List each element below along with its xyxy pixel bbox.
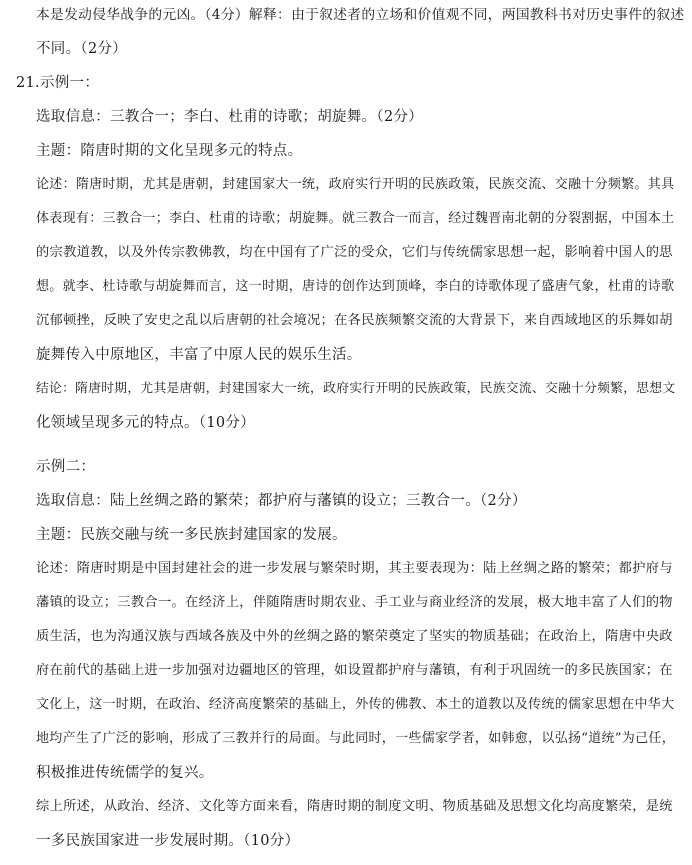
text-line: 论述：隋唐时期，尤其是唐朝，封建国家大一统，政府实行开明的民族政策，民族交流、交融十分频繁。其具: [36, 177, 675, 192]
text-line: 地均产生了广泛的影响，形成了三教并行的局面。与此同时，一些儒家学者，如韩愈，以弘扬“道统”为己任，: [36, 731, 675, 746]
text-line: 结论：隋唐时期，尤其是唐朝，封建国家大一统，政府实行开明的民族政策，民族交流、交融十分频繁，思想文: [36, 381, 676, 396]
text-line: 质生活，也为沟通汉族与西域各族及中外的丝绸之路的繁荣奠定了坚实的物质基础；在政治上，隋唐中央政: [36, 629, 673, 644]
text-line: 论述：隋唐时期是中国封建社会的进一步发展与繁荣时期，其主要表现为：陆上丝绸之路的繁荣；都护府与: [36, 561, 673, 576]
text-line: 想。就李、杜诗歌与胡旋舞而言，这一时期，唐诗的创作达到顶峰，李白的诗歌体现了盛唐气象，杜甫的诗歌: [36, 279, 675, 294]
text-line: 府在前代的基础上进一步加强对边疆地区的管理，如设置都护府与藩镇，有利于巩固统一的多民族国家；在: [36, 663, 673, 678]
text-line: 藩镇的设立；三教合一。在经济上，伴随隋唐时期农业、手工业与商业经济的发展，极大地丰富了人们的物: [36, 595, 673, 610]
text-line: 选取信息：三教合一；李白、杜甫的诗歌；胡旋舞。（2分）: [36, 109, 424, 125]
text-line: 本是发动侵华战争的元凶。（4分）解释：由于叙述者的立场和价值观不同，两国教科书对历史事件的叙述: [36, 7, 685, 23]
question-number-line: 21.示例一：: [16, 75, 100, 91]
text-line: 不同。（2分）: [36, 41, 128, 57]
text-line: 沉郁顿挫，反映了安史之乱以后唐朝的社会境况；在各民族频繁交流的大背景下，来自西域地区的乐舞如胡: [36, 313, 673, 328]
text-line: 主题：民族交融与统一多民族封建国家的发展。: [36, 527, 347, 543]
text-line: 综上所述，从政治、经济、文化等方面来看，隋唐时期的制度文明、物质基础及思想文化均高度繁荣，是统: [36, 799, 673, 814]
example-heading: 示例二：: [36, 459, 96, 475]
text-line: 主题：隋唐时期的文化呈现多元的特点。: [36, 143, 303, 159]
text-line: 体表现有：三教合一；李白、杜甫的诗歌；胡旋舞。就三教合一而言，经过魏晋南北朝的分裂割据，中国本土: [36, 211, 675, 226]
text-line: 选取信息：陆上丝绸之路的繁荣；都护府与藩镇的设立；三教合一。（2分）: [36, 493, 527, 509]
text-line: 积极推进传统儒学的复兴。: [36, 765, 214, 781]
text-line: 文化上，这一时期，在政治、经济高度繁荣的基础上，外传的佛教、本土的道教以及传统的儒家思想在中华大: [36, 697, 675, 712]
text-line: 化领域呈现多元的特点。（10分）: [36, 415, 255, 431]
text-line: 一多民族国家进一步发展时期。（10分）: [36, 833, 300, 849]
text-line: 的宗教道教，以及外传宗教佛教，均在中国有了广泛的受众，它们与传统儒家思想一起，影响着中国人的思: [36, 245, 673, 260]
text-line: 旋舞传入中原地区，丰富了中原人民的娱乐生活。: [36, 347, 362, 363]
